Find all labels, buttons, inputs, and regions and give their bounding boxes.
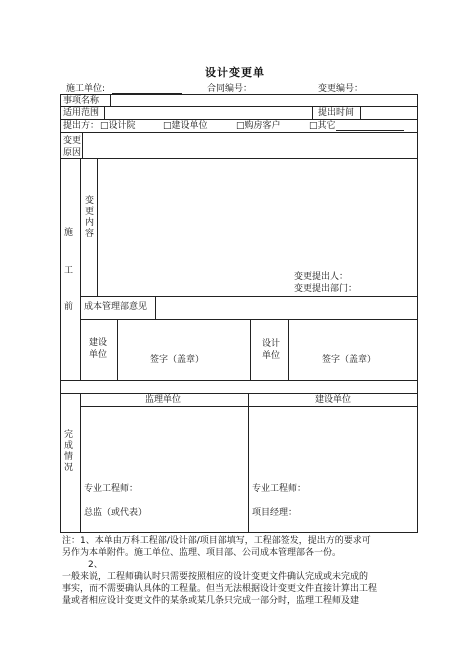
row-divider <box>250 319 251 380</box>
paragraph-line-1: 一般来说，工程师确认时只需要按照相应的设计变更文件确认完成或未完成的 <box>62 572 369 582</box>
row-divider <box>60 132 418 133</box>
option-build-unit[interactable]: □建设单位 <box>163 121 208 131</box>
row-divider <box>80 406 418 407</box>
specialty-engineer-construction: 专业工程师： <box>252 484 307 494</box>
specialty-engineer-supervisor: 专业工程师： <box>84 484 139 494</box>
section-label-2: 工 <box>63 266 73 276</box>
section-label-3: 前 <box>63 302 73 312</box>
construction-unit-header: 建设单位 <box>315 395 352 405</box>
row-divider <box>312 106 313 119</box>
option-design-institute[interactable]: □设计院 <box>100 121 136 131</box>
sign-seal-build: 签字（盖章） <box>150 355 205 365</box>
note-1-line-2: 另作为本单附件。施工单位、监理、项目部、公司成本管理部各一份。 <box>62 548 342 558</box>
option-home-buyer[interactable]: □购房客户 <box>236 121 281 131</box>
row-divider <box>288 319 289 380</box>
row-divider <box>60 119 418 120</box>
item-name-label: 事项名称 <box>63 96 100 106</box>
change-proposer-person: 变更提出人： <box>294 272 349 282</box>
project-manager-label: 项目经理： <box>252 508 298 518</box>
row-divider <box>110 94 111 106</box>
table-right-border <box>417 94 418 533</box>
sign-seal-design: 签字（盖章） <box>322 355 377 365</box>
row-divider <box>104 106 105 119</box>
submit-time-label: 提出时间 <box>318 108 355 118</box>
change-proposer-dept: 变更提出部门： <box>294 284 358 294</box>
row-divider <box>60 393 418 394</box>
supervisor-unit-header: 监理单位 <box>145 395 182 405</box>
construction-unit-label: 施工单位: <box>66 84 106 94</box>
change-no-label: 变更编号： <box>318 84 364 94</box>
row-divider <box>60 380 418 381</box>
note-2-number: 2、 <box>88 560 103 570</box>
column-divider <box>248 393 249 533</box>
construction-unit-field[interactable] <box>112 84 182 94</box>
proposer-label: 提出方： <box>63 121 100 131</box>
scope-label: 适用范围 <box>63 108 100 118</box>
row-divider <box>60 106 418 107</box>
change-content-label: 变更内容 <box>84 196 94 239</box>
note-1-line-1: 注：1、本单由万科工程部/设计部/项目部填写，工程部签发，提出方的要求可 <box>62 536 371 546</box>
row-divider <box>117 319 118 380</box>
chief-supervisor-label: 总监（或代表） <box>84 508 148 518</box>
row-divider <box>80 296 418 297</box>
option-other[interactable]: □其它 <box>309 121 336 131</box>
paragraph-line-3: 量或者相应设计变更文件的某条或某几条只完成一部分时，监理工程师及建 <box>62 596 360 606</box>
section-label-1: 施 <box>63 228 73 238</box>
row-divider <box>60 158 418 159</box>
other-field[interactable] <box>336 121 404 131</box>
section-divider <box>80 158 81 380</box>
section-divider <box>80 393 81 533</box>
design-unit-label: 设计单位 <box>262 339 281 361</box>
table-bottom-border <box>60 532 418 533</box>
row-divider <box>97 158 98 296</box>
row-divider <box>155 296 156 319</box>
cost-dept-opinion: 成本管理部意见 <box>84 302 148 312</box>
table-left-border <box>60 94 61 533</box>
row-divider <box>80 319 418 320</box>
completion-label: 完成情况 <box>63 430 73 473</box>
table-top-border <box>60 94 418 95</box>
row-divider <box>360 106 361 119</box>
reason-label: 变更原因 <box>63 136 82 158</box>
row-divider <box>82 132 83 158</box>
contract-no-label: 合同编号： <box>207 84 253 94</box>
build-unit-label: 建设单位 <box>89 338 108 360</box>
paragraph-line-2: 事实，而不需要确认具体的工程量。但当无法根据设计变更文件直接计算出工程 <box>62 584 378 594</box>
page-title: 设计变更单 <box>205 66 265 79</box>
